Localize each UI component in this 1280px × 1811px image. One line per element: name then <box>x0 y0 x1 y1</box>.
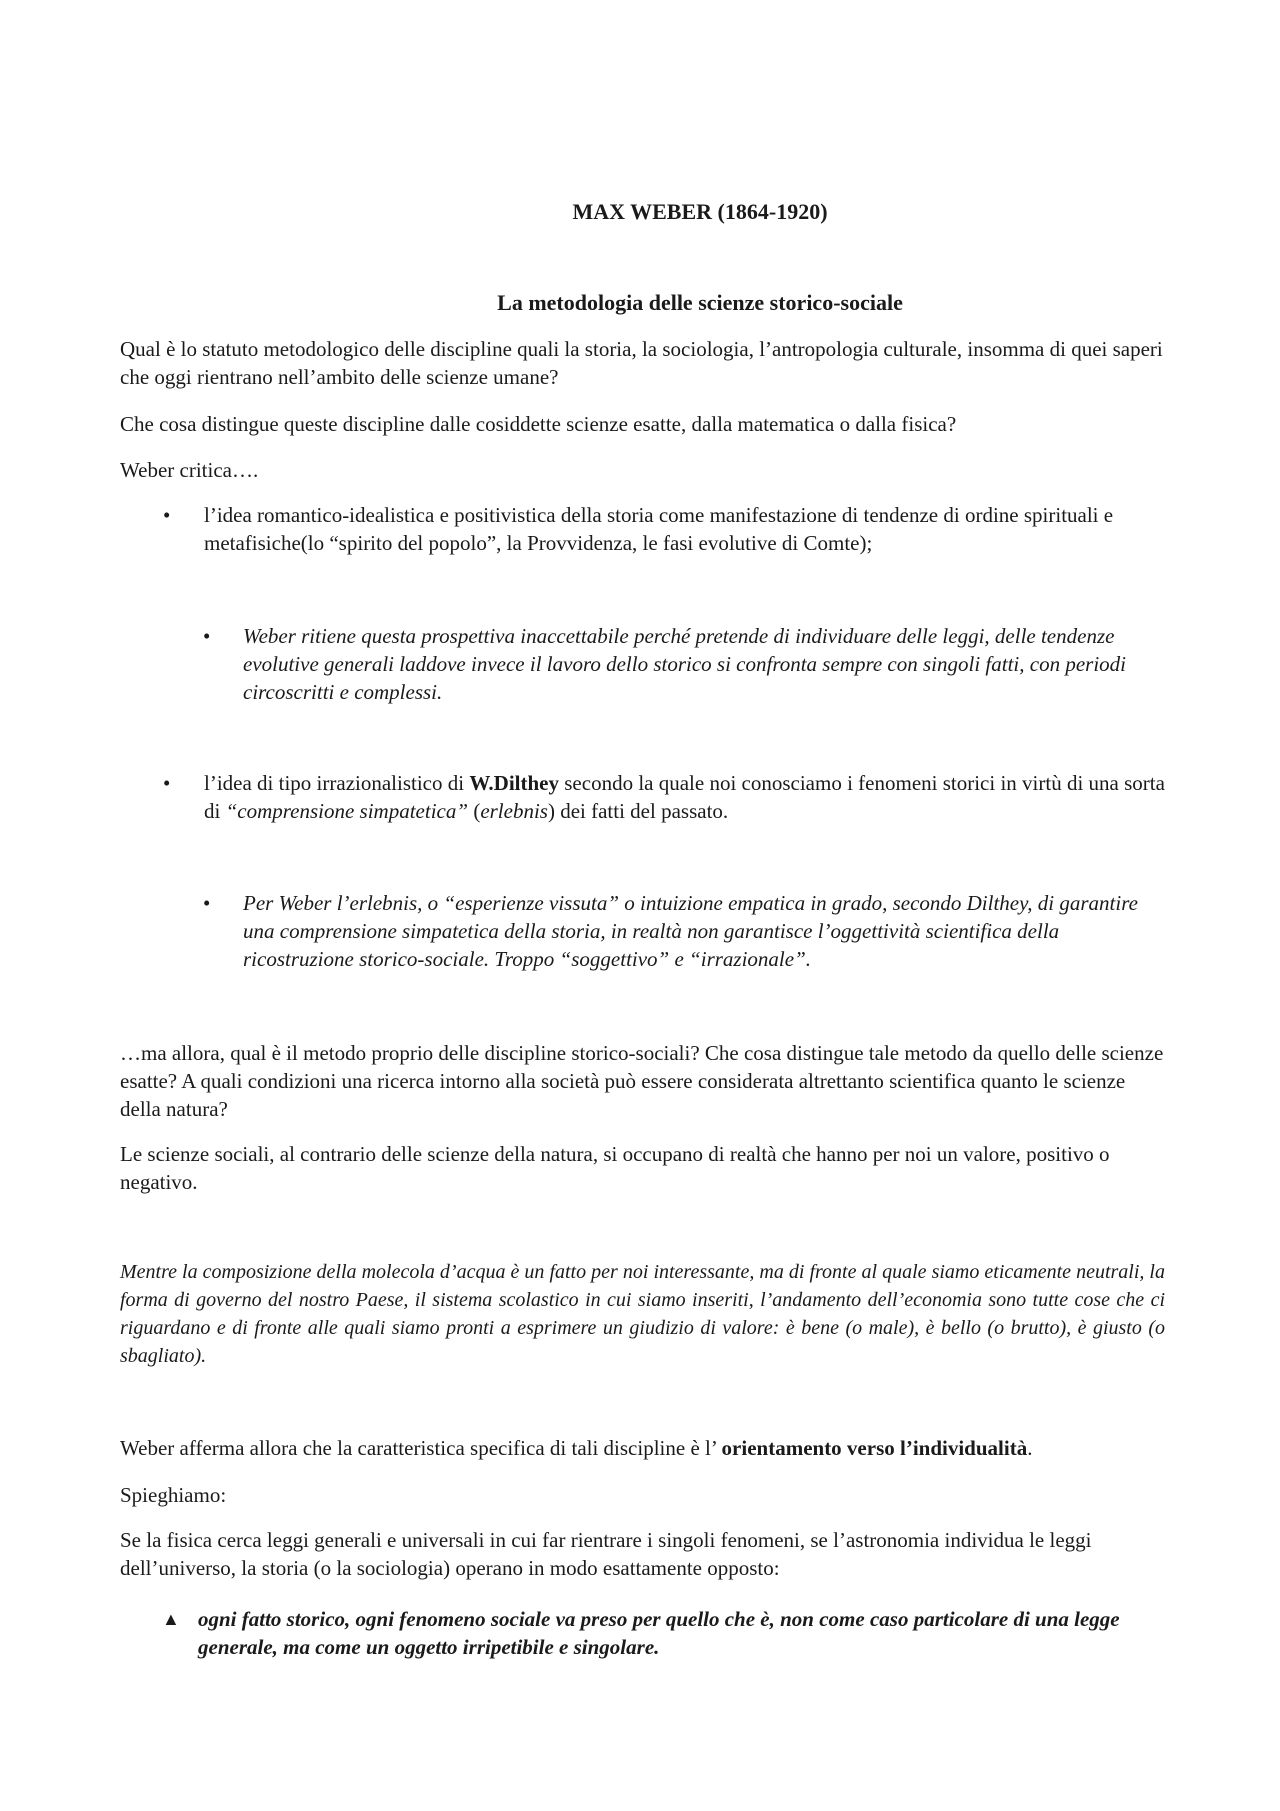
bullet-icon: • <box>163 771 171 795</box>
list-item-text: Per Weber l’erlebnis, o “esperienze vissuta” o intuizione empatica in grado, secondo Dilthey, di garantire una comprensione simpatetica della storia, in realtà non garantisce l’oggettività scientifica della ricostruzione storico-sociale. Troppo “soggettivo” e “irrazionale”. <box>243 891 1138 971</box>
text-run: ( <box>468 799 481 823</box>
paragraph-method-question: …ma allora, qual è il metodo proprio delle discipline storico-sociali? Che cosa distingue tale metodo da quello delle scienze esatte? A quali condizioni una ricerca intorno alla società può essere considerata altrettanto scientifica quanto le scienze della natura? <box>120 1041 1164 1121</box>
key-concept: orientamento verso l’individualità <box>721 1436 1028 1460</box>
triangle-bullet-icon: ▲ <box>162 1609 180 1629</box>
list-item-text: l’idea romantico-idealistica e positivistica della storia come manifestazione di tendenze di ordine spirituali e metafisiche(lo “spirito del popolo”, la Provvidenza, le fasi evolutive di Comte); <box>204 503 1114 555</box>
document-title: MAX WEBER (1864-1920) <box>572 199 828 224</box>
paragraph-example-italic: Mentre la composizione della molecola d’acqua è un fatto per noi interessante, ma di fronte al quale siamo eticamente neutrali, la forma di governo del nostro Paese, il sistema scolastico in cui siamo inseriti, l’andamento dell’economia sono tutte cose che ci riguardano e di fronte alle quali siamo pronti a esprimere un giudizio di valore: è bene (o male), è bello (o brutto), è giusto (o sbagliato). <box>120 1261 1165 1367</box>
paragraph-spieghiamo: Spieghiamo: <box>120 1483 227 1507</box>
list-item-text: ogni fatto storico, ogni fenomeno sociale va preso per quello che è, non come caso particolare di una legge generale, ma come un oggetto irripetibile e singolare. <box>198 1607 1120 1659</box>
dilthey-name: W.Dilthey <box>469 771 559 795</box>
text-run: . <box>1027 1436 1033 1460</box>
bullet-icon: • <box>163 503 171 527</box>
paragraph-weber-critica: Weber critica…. <box>120 458 259 482</box>
text-run-italic: erlebnis <box>480 799 548 823</box>
text-run-italic: “comprensione simpatetica” <box>225 799 469 823</box>
list-item-text: Weber ritiene questa prospettiva inaccettabile perché pretende di individuare delle leggi, delle tendenze evolutive generali laddove invece il lavoro dello storico si confronta sempre con singoli fatti, con periodi circoscritti e complessi. <box>243 624 1126 704</box>
paragraph-question-statute: Qual è lo statuto metodologico delle discipline quali la storia, la sociologia, l’antropologia culturale, insomma di quei saperi che oggi rientrano nell’ambito delle scienze umane? <box>120 337 1163 389</box>
text-run: ) dei fatti del passato. <box>547 799 729 823</box>
list-item-text <box>204 769 1166 825</box>
paragraph-question-distinction: Che cosa distingue queste discipline dalle cosiddette scienze esatte, dalla matematica o dalla fisica? <box>120 412 957 436</box>
paragraph-weber-afferma <box>120 1434 1165 1462</box>
text-run: l’idea di tipo irrazionalistico di <box>204 771 470 795</box>
text-run: secondo la quale noi conosciamo i fenomeni storici in virtù di una sorta di <box>204 771 1165 823</box>
bullet-icon: • <box>203 891 211 915</box>
bullet-icon: • <box>203 624 211 648</box>
text-run: Weber afferma allora che la caratteristica specifica di tali discipline è l’ <box>120 1436 722 1460</box>
paragraph-physics-vs-history: Se la fisica cerca leggi generali e universali in cui far rientrare i singoli fenomeni, se l’astronomia individua le leggi dell’universo, la storia (o la sociologia) operano in modo esattamente opposto: <box>120 1528 1092 1580</box>
section-subtitle: La metodologia delle scienze storico-sociale <box>497 290 903 315</box>
paragraph-social-sciences-value: Le scienze sociali, al contrario delle scienze della natura, si occupano di realtà che hanno per noi un valore, positivo o negativo. <box>120 1142 1110 1194</box>
